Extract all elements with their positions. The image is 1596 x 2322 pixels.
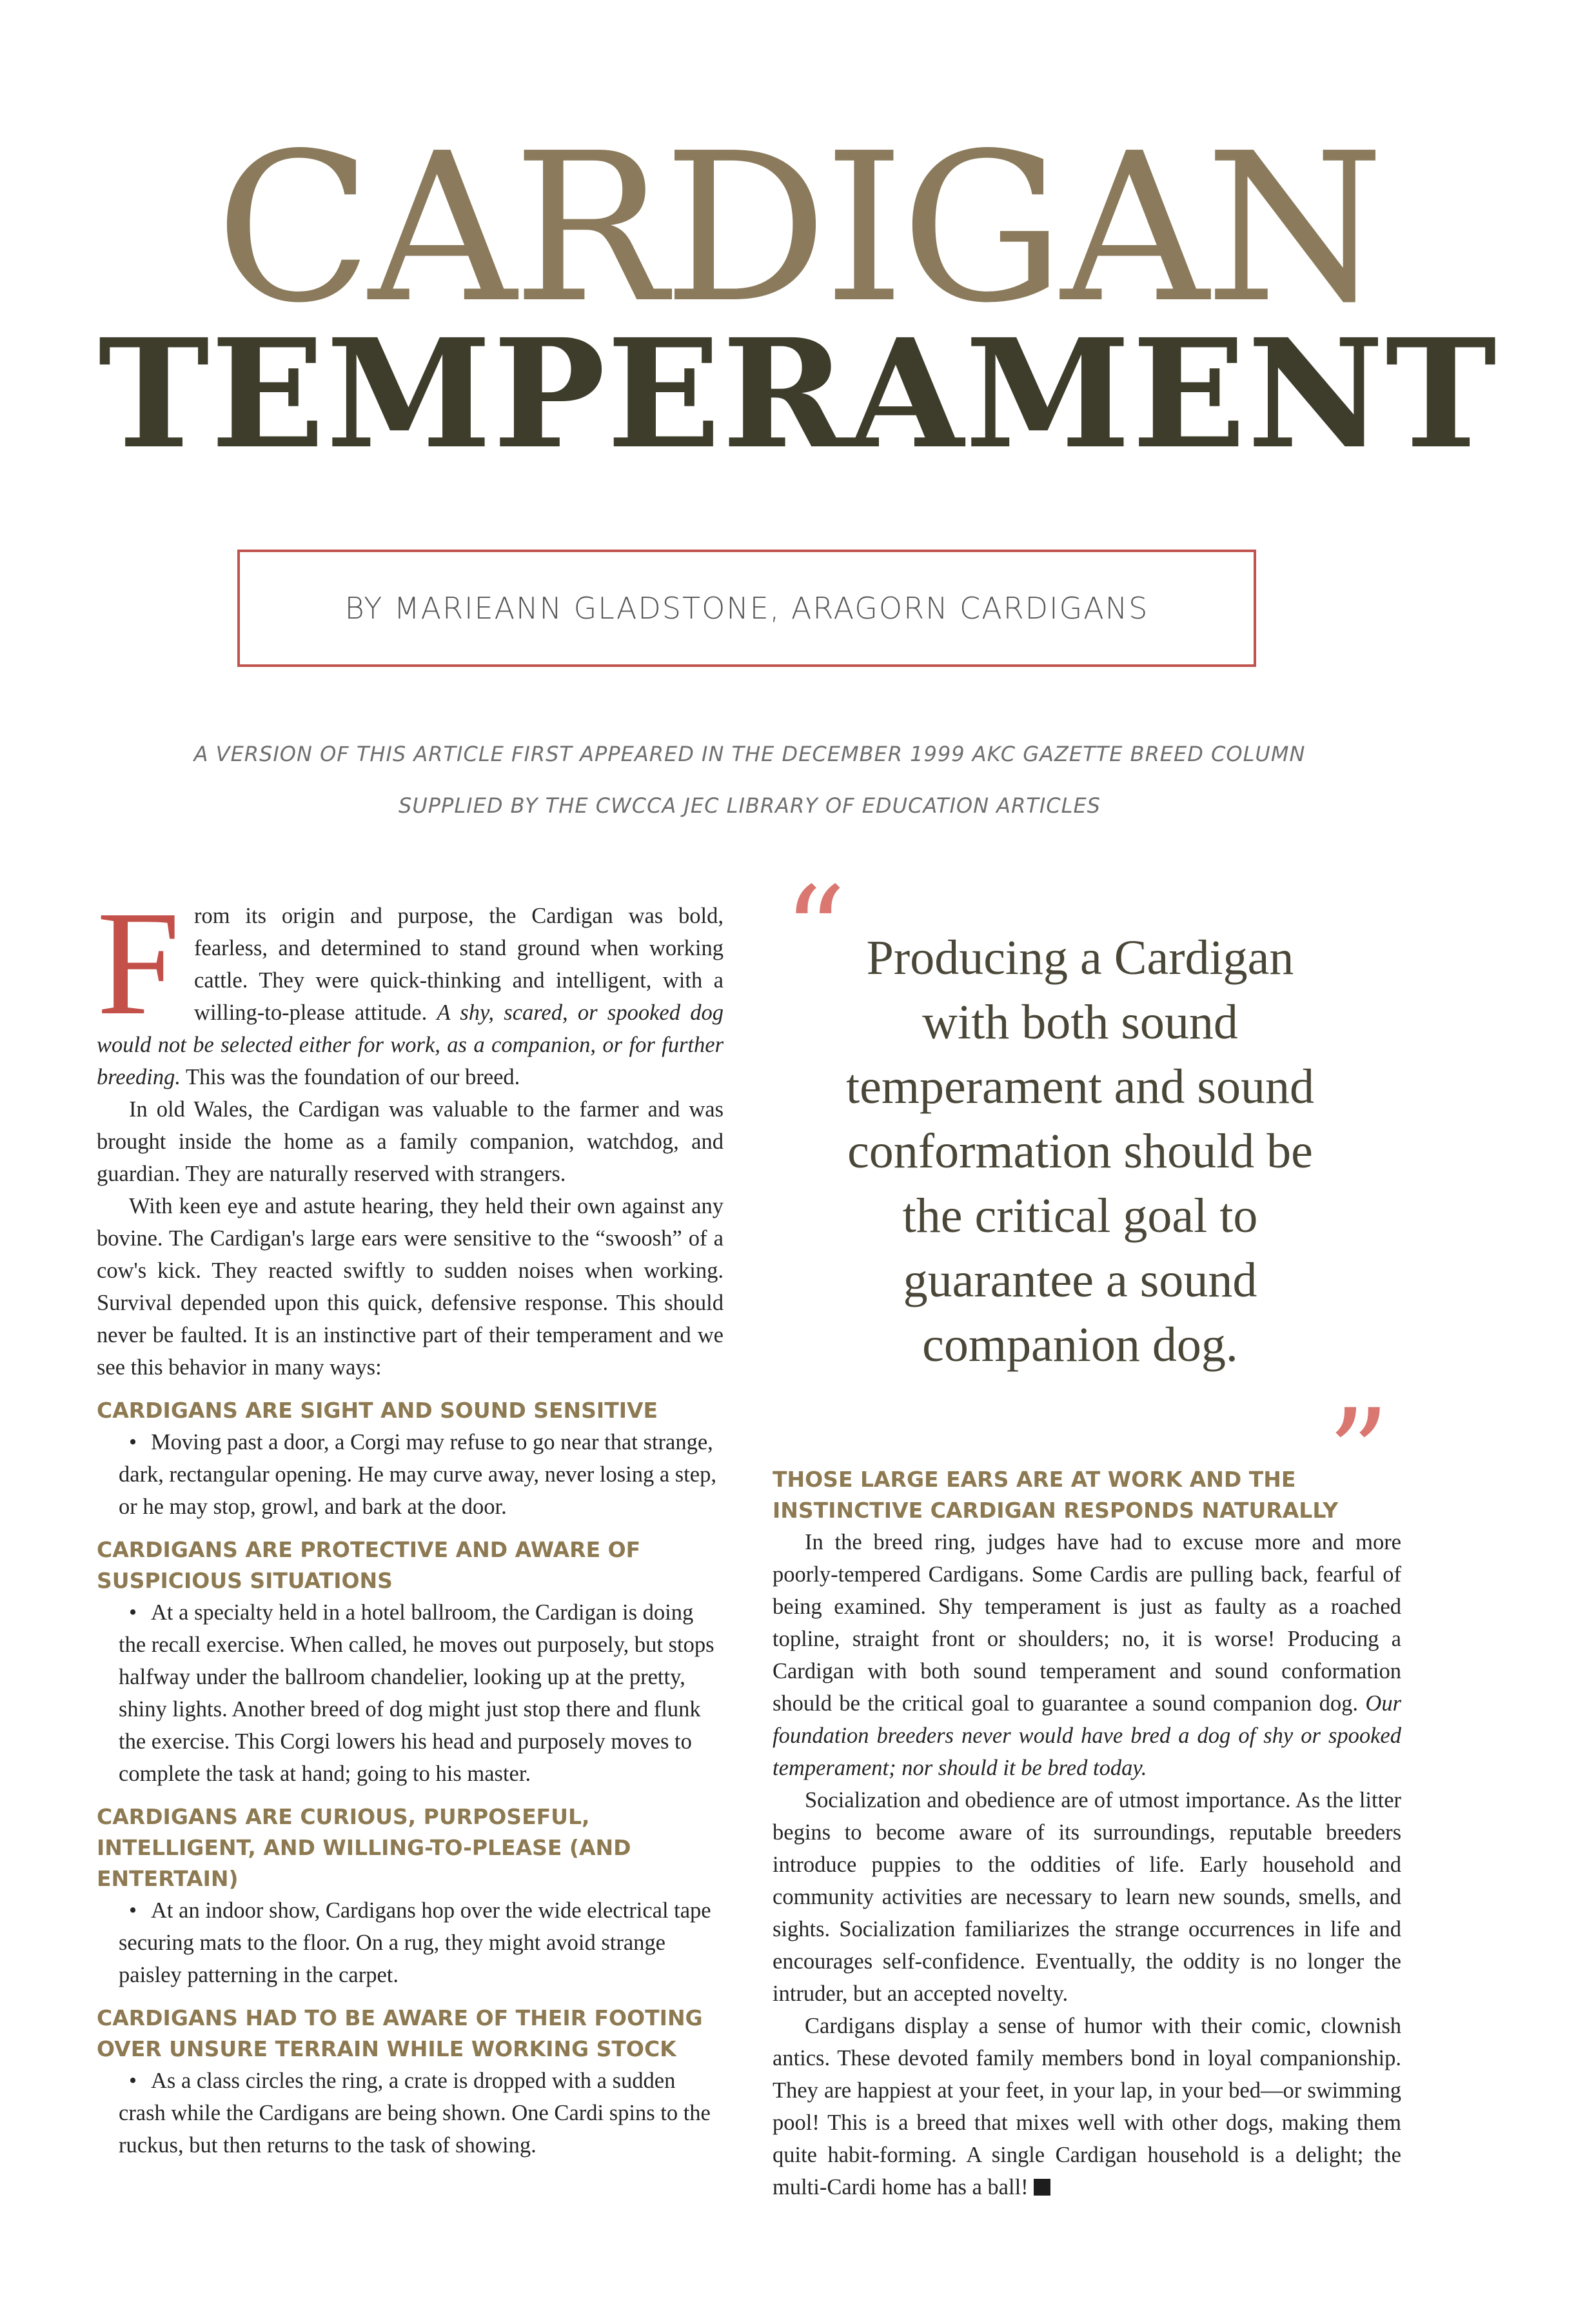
source-note: SUPPLIED BY THE CWCCA JEC LIBRARY OF EDUCATION ARTICLES (399, 793, 1101, 818)
right-column (773, 1464, 1401, 2203)
section-heading: CARDIGANS HAD TO BE AWARE OF THEIR FOOTING OVER UNSURE TERRAIN WHILE WORKING STOCK (97, 2005, 703, 2061)
bullet-dot: • (129, 1898, 137, 1923)
title-cardigan: CARDIGAN (215, 109, 1381, 348)
intro-paragraph (97, 880, 724, 1093)
intro-text: rom its origin and purpose, the Cardigan was bold, fearless, and determined to stand ground when working cattle. They were quick-thinking and intelligent, with a willing-to-please attitude. (194, 904, 724, 1025)
paragraph-humor (773, 2010, 1401, 2203)
paragraph-text: Cardigans display a sense of humor with their comic, clownish antics. These devoted family members bond in loyal companionship. They are happiest at your feet, in your lap, in your bed—or swimming pool! This is a breed that mixes well with other dogs, making them quite habit-forming. A single Cardigan household is a delight; the multi-Cardi home has a ball! (773, 2014, 1401, 2199)
paragraph-italic: Our foundation breeders never would have bred a dog of shy or spooked temperament; nor should it be bred today. (773, 1691, 1401, 1780)
paragraph-hearing: With keen eye and astute hearing, they held their own against any bovine. The Cardigan's large ears were sensitive to the “swoosh” of a cow's kick. They reacted swiftly to sudden noises when working. Survival depended upon this quick, defensive response. This should never be faulted. It is an instinctive part of their temperament and we see this behavior in many ways: (97, 1194, 724, 1380)
close-quote-icon: ” (1326, 1383, 1390, 1525)
bullet-item (97, 1894, 724, 1991)
paragraph-text: In the breed ring, judges have had to excuse more and more poorly-tempered Cardigans. Some Cardis are pulling back, fearful of being examined. Shy temperament is just as faulty as a roached topline, straight front or shoulders; no, it is worse! Producing a Cardigan with both sound temperament and sound conformation should be the critical goal to guarantee a sound companion dog. (773, 1530, 1401, 1716)
bullet-text: As a class circles the ring, a crate is dropped with a sudden crash while the Cardigans are being shown. One Cardi spins to the ruckus, but then returns to the task of showing. (119, 2069, 711, 2158)
title-temperament: TEMPERAMENT (98, 306, 1498, 482)
bullet-text: Moving past a door, a Corgi may refuse to go near that strange, dark, rectangular opening. He may curve away, never losing a step, or he may stop, growl, and bark at the door. (119, 1430, 716, 1519)
bullet-dot: • (129, 2069, 137, 2093)
section-heading: CARDIGANS ARE CURIOUS, PURPOSEFUL, INTELLIGENT, AND WILLING-TO-PLEASE (AND ENTERTAIN) (97, 1804, 631, 1891)
pull-quote-text: Producing a Cardigan with both sound temperament and sound conformation should be the critical goal to guarantee a sound companion dog. (845, 931, 1314, 1372)
section-heading: THOSE LARGE EARS ARE AT WORK AND THE INSTINCTIVE CARDIGAN RESPONDS NATURALLY (773, 1467, 1339, 1523)
bullet-item (97, 1596, 724, 1790)
paragraph-socialization: Socialization and obedience are of utmost importance. As the litter begins to become aware of its surroundings, reputable breeders introduce puppies to the oddities of life. Early household and community activities are necessary to learn new sounds, smells, and sights. Socialization familiarizes the strange occurrences in life and encourages self-confidence. Eventually, the oddity is no longer the intruder, but an accepted novelty. (773, 1788, 1401, 2006)
drop-cap: F (97, 880, 181, 1046)
section-heading: CARDIGANS ARE PROTECTIVE AND AWARE OF SUSPICIOUS SITUATIONS (97, 1537, 641, 1593)
bullet-text: At a specialty held in a hotel ballroom, the Cardigan is doing the recall exercise. When called, he moves out purposely, but stops halfway under the ballroom chandelier, looking up at the pretty, shiny lights. Another breed of dog might just stop there and flunk the exercise. This Corgi lowers his head and purposely moves to complete the task at hand; going to his master. (119, 1600, 714, 1786)
bullet-text: At an indoor show, Cardigans hop over the wide electrical tape securing mats to the floor. On a rug, they might avoid strange paisley patterning in the carpet. (119, 1898, 711, 1987)
publication-note: A VERSION OF THIS ARTICLE FIRST APPEARED IN THE DECEMBER 1999 AKC GAZETTE BREED COLUMN (193, 742, 1306, 766)
open-quote-icon: “ (783, 860, 847, 1003)
bullet-item (97, 1426, 724, 1523)
paragraph-breed-ring (773, 1526, 1401, 1784)
bullet-dot: • (129, 1600, 137, 1625)
bullet-dot: • (129, 1430, 137, 1454)
end-mark-icon (1034, 2179, 1050, 2196)
left-column (97, 880, 724, 2161)
paragraph-wales: In old Wales, the Cardigan was valuable to the farmer and was brought inside the home as a family companion, watchdog, and guardian. They are naturally reserved with strangers. (97, 1097, 724, 1186)
bullet-item (97, 2065, 724, 2161)
byline: BY MARIEANN GLADSTONE, ARAGORN CARDIGANS (344, 591, 1149, 626)
section-heading: CARDIGANS ARE SIGHT AND SOUND SENSITIVE (97, 1398, 658, 1423)
intro-end: This was the foundation of our breed. (180, 1065, 520, 1089)
intro-italic: A shy, scared, or spooked dog would not be selected either for work, as a companion, or for further breeding. (97, 1000, 724, 1089)
byline-box (237, 550, 1256, 667)
